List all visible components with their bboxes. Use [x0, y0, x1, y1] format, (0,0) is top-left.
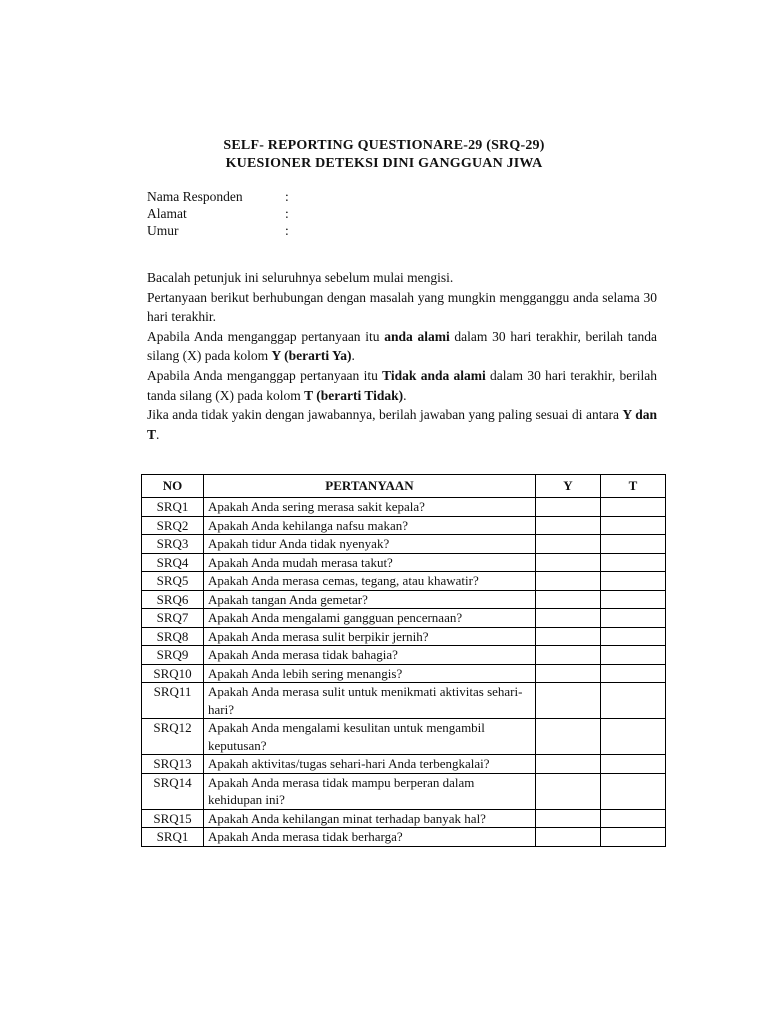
table-row	[142, 590, 666, 609]
question-text: Apakah tangan Anda gemetar?	[204, 590, 536, 609]
answer-no-cell[interactable]	[601, 572, 666, 591]
instruction-emphasis: anda alami	[384, 328, 450, 344]
instructions	[147, 268, 657, 444]
answer-yes-cell[interactable]	[536, 498, 601, 517]
question-number: SRQ1	[142, 828, 204, 847]
instruction-paragraph: Pertanyaan berikut berhubungan dengan masalah yang mungkin mengganggu anda selama 30 hari terakhir.	[147, 289, 657, 325]
answer-no-cell[interactable]	[601, 498, 666, 517]
question-text: Apakah Anda mengalami gangguan pencernaan?	[204, 609, 536, 628]
instruction-paragraph: Bacalah petunjuk ini seluruhnya sebelum mulai mengisi.	[147, 270, 454, 285]
answer-yes-cell[interactable]	[536, 627, 601, 646]
table-row	[142, 553, 666, 572]
column-header-question: PERTANYAAN	[204, 475, 536, 498]
question-number: SRQ13	[142, 755, 204, 774]
question-number: SRQ10	[142, 664, 204, 683]
document-subtitle: KUESIONER DETEKSI DINI GANGGUAN JIWA	[225, 156, 543, 171]
answer-yes-cell[interactable]	[536, 609, 601, 628]
answer-no-cell[interactable]	[601, 664, 666, 683]
answer-no-cell[interactable]	[601, 828, 666, 847]
table-row	[142, 719, 666, 755]
question-number: SRQ5	[142, 572, 204, 591]
instruction-text: dalam 30 hari terakhir, berilah tanda silang (X) pada kolom	[147, 367, 657, 403]
answer-no-cell[interactable]	[601, 719, 666, 755]
question-text: Apakah Anda merasa sulit berpikir jernih?	[204, 627, 536, 646]
instruction-emphasis: T (berarti Tidak)	[304, 387, 404, 403]
answer-no-cell[interactable]	[601, 646, 666, 665]
answer-yes-cell[interactable]	[536, 828, 601, 847]
question-text: Apakah Anda lebih sering menangis?	[204, 664, 536, 683]
answer-yes-cell[interactable]	[536, 719, 601, 755]
instruction-text: dalam 30 hari terakhir, berilah tanda silang (X) pada kolom	[147, 328, 657, 364]
answer-no-cell[interactable]	[601, 553, 666, 572]
column-header-no: NO	[142, 475, 204, 498]
answer-no-cell[interactable]	[601, 535, 666, 554]
answer-yes-cell[interactable]	[536, 590, 601, 609]
table-row	[142, 516, 666, 535]
question-number: SRQ6	[142, 590, 204, 609]
answer-yes-cell[interactable]	[536, 646, 601, 665]
table-row	[142, 773, 666, 809]
question-text: Apakah Anda sering merasa sakit kepala?	[204, 498, 536, 517]
document-title: SELF- REPORTING QUESTIONARE-29 (SRQ-29)	[223, 138, 545, 153]
question-text: Apakah tidur Anda tidak nyenyak?	[204, 535, 536, 554]
question-text: Apakah Anda mudah merasa takut?	[204, 553, 536, 572]
instruction-text: .	[156, 426, 160, 442]
answer-no-cell[interactable]	[601, 609, 666, 628]
answer-no-cell[interactable]	[601, 627, 666, 646]
question-number: SRQ1	[142, 498, 204, 517]
question-text: Apakah Anda merasa tidak mampu berperan dalam kehidupan ini?	[204, 773, 536, 809]
answer-no-cell[interactable]	[601, 773, 666, 809]
answer-yes-cell[interactable]	[536, 664, 601, 683]
answer-no-cell[interactable]	[601, 590, 666, 609]
table-row	[142, 535, 666, 554]
table-body	[142, 498, 666, 847]
instruction-emphasis: Tidak anda alami	[382, 367, 486, 383]
question-number: SRQ11	[142, 683, 204, 719]
answer-no-cell[interactable]	[601, 755, 666, 774]
answer-no-cell[interactable]	[601, 809, 666, 828]
question-number: SRQ15	[142, 809, 204, 828]
question-number: SRQ2	[142, 516, 204, 535]
answer-yes-cell[interactable]	[536, 535, 601, 554]
field-label: Umur	[147, 223, 179, 238]
instruction-paragraph	[147, 366, 657, 405]
table-row	[142, 498, 666, 517]
question-number: SRQ8	[142, 627, 204, 646]
table-row	[142, 646, 666, 665]
question-text: Apakah Anda merasa sulit untuk menikmati aktivitas sehari-hari?	[204, 683, 536, 719]
table-row	[142, 828, 666, 847]
table-row	[142, 572, 666, 591]
question-number: SRQ4	[142, 553, 204, 572]
answer-yes-cell[interactable]	[536, 809, 601, 828]
question-number: SRQ12	[142, 719, 204, 755]
instruction-emphasis: Y (berarti Ya)	[271, 348, 352, 364]
question-number: SRQ9	[142, 646, 204, 665]
question-text: Apakah Anda merasa tidak bahagia?	[204, 646, 536, 665]
answer-no-cell[interactable]	[601, 516, 666, 535]
questionnaire-table	[141, 474, 666, 847]
instruction-text: Jika anda tidak yakin dengan jawabannya, berilah jawaban yang paling sesuai di antara	[147, 407, 623, 423]
field-label: Nama Responden	[147, 189, 243, 204]
question-text: Apakah Anda mengalami kesulitan untuk mengambil keputusan?	[204, 719, 536, 755]
answer-yes-cell[interactable]	[536, 516, 601, 535]
table-row	[142, 609, 666, 628]
column-header-yes: Y	[536, 475, 601, 498]
answer-yes-cell[interactable]	[536, 755, 601, 774]
question-number: SRQ3	[142, 535, 204, 554]
question-text: Apakah Anda kehilangan minat terhadap banyak hal?	[204, 809, 536, 828]
table-header-row	[142, 475, 666, 498]
field-colon: :	[285, 223, 289, 238]
answer-yes-cell[interactable]	[536, 553, 601, 572]
question-text: Apakah Anda kehilanga nafsu makan?	[204, 516, 536, 535]
table-row	[142, 809, 666, 828]
question-text: Apakah aktivitas/tugas sehari-hari Anda terbengkalai?	[204, 755, 536, 774]
instruction-paragraph	[147, 405, 657, 444]
field-colon: :	[285, 189, 289, 204]
table-row	[142, 755, 666, 774]
question-text: Apakah Anda merasa cemas, tegang, atau khawatir?	[204, 572, 536, 591]
question-number: SRQ14	[142, 773, 204, 809]
column-header-no-answer: T	[601, 475, 666, 498]
table-row	[142, 683, 666, 719]
instruction-paragraph	[147, 327, 657, 366]
field-label: Alamat	[147, 206, 187, 221]
answer-yes-cell[interactable]	[536, 773, 601, 809]
table-row	[142, 664, 666, 683]
answer-yes-cell[interactable]	[536, 683, 601, 719]
question-number: SRQ7	[142, 609, 204, 628]
instruction-text: .	[403, 387, 407, 403]
question-text: Apakah Anda merasa tidak berharga?	[204, 828, 536, 847]
answer-no-cell[interactable]	[601, 683, 666, 719]
instruction-text: Apabila Anda menganggap pertanyaan itu	[147, 328, 385, 344]
instruction-emphasis: Y dan T	[147, 407, 658, 442]
instruction-text: .	[351, 348, 355, 364]
field-colon: :	[285, 206, 289, 221]
table-row	[142, 627, 666, 646]
answer-yes-cell[interactable]	[536, 572, 601, 591]
instruction-text: Apabila Anda menganggap pertanyaan itu	[147, 367, 383, 383]
